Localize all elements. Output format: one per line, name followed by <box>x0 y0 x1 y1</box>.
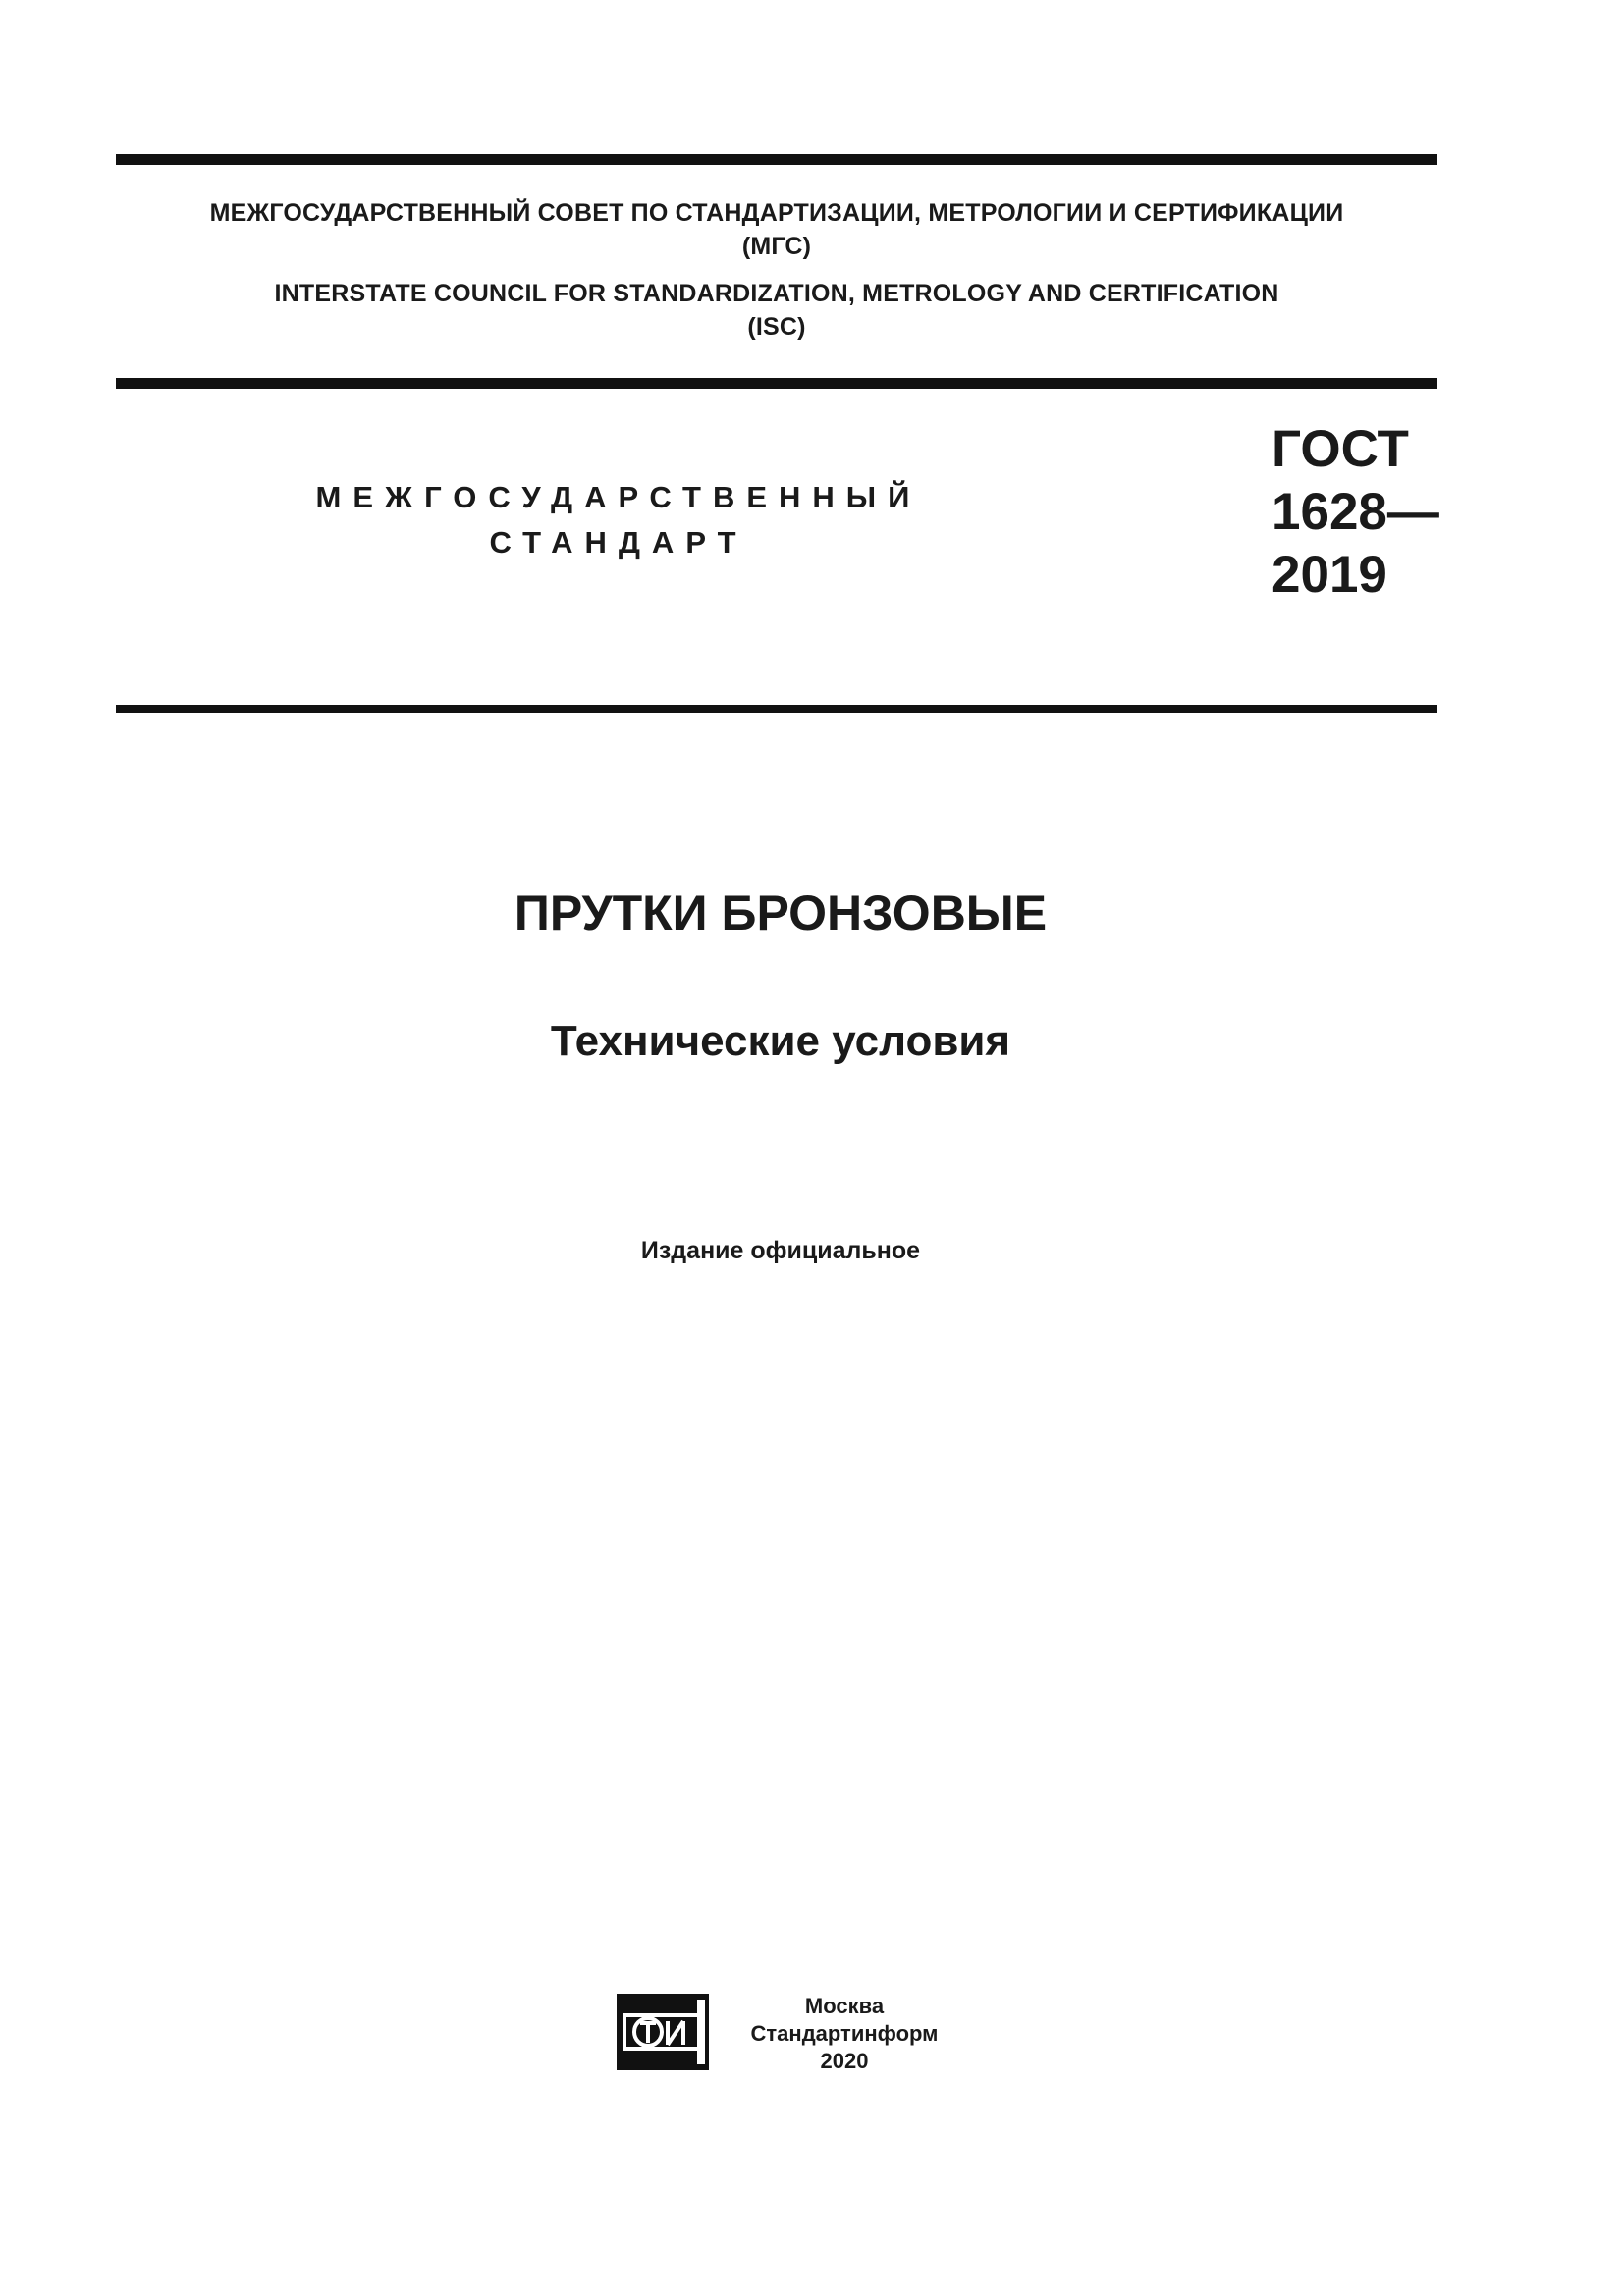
council-name-en-line: INTERSTATE COUNCIL FOR STANDARDIZATION, METROLOGY AND CERTIFICATION <box>274 280 1279 307</box>
standard-designation <box>1272 418 1439 607</box>
standartinform-logo-icon <box>617 1994 709 2070</box>
middle-rule <box>116 378 1437 389</box>
council-abbr-en: (ISC) <box>747 313 806 341</box>
council-abbr-ru: (МГС) <box>741 233 812 260</box>
designation-prefix: ГОСТ <box>1272 420 1409 478</box>
top-rule <box>116 154 1437 165</box>
edition-note: Издание официальное <box>640 1237 921 1264</box>
designation-year: 2019 <box>1272 546 1387 604</box>
standard-type-line1: МЕЖГОСУДАРСТВЕННЫЙ <box>315 480 922 514</box>
document-title: ПРУТКИ БРОНЗОВЫЕ <box>514 885 1048 940</box>
council-name-ru-line: МЕЖГОСУДАРСТВЕННЫЙ СОВЕТ ПО СТАНДАРТИЗАЦИИ, МЕТРОЛОГИИ И СЕРТИФИКАЦИИ <box>209 199 1344 227</box>
council-name-en <box>116 277 1437 344</box>
council-name-ru <box>116 196 1437 263</box>
document-subtitle: Технические условия <box>550 1017 1011 1065</box>
publisher-city: Москва <box>804 1994 885 2018</box>
designation-number: 1628— <box>1272 483 1439 541</box>
publisher-block <box>722 1993 967 2075</box>
bottom-rule <box>116 705 1437 713</box>
publisher-name: Стандартинформ <box>750 2021 939 2046</box>
standard-type-line2: СТАНДАРТ <box>489 525 748 560</box>
standard-type <box>295 475 1276 565</box>
publisher-year: 2020 <box>820 2049 869 2073</box>
